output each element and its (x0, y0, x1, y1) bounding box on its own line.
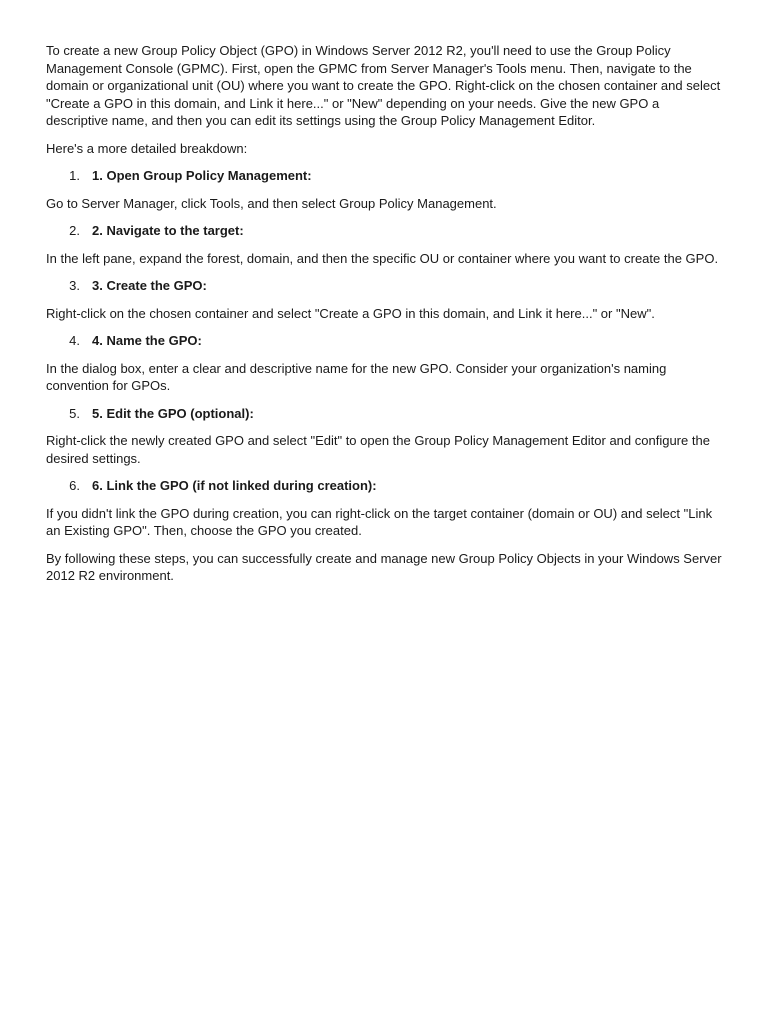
step-heading-6 (46, 477, 722, 495)
step-body-6: If you didn't link the GPO during creation, you can right-click on the target container (domain or OU) and select "Link an Existing GPO". Then, choose the GPO you created. (46, 505, 713, 538)
step-title: 6. Link the GPO (if not linked during creation): (92, 478, 377, 493)
step-heading-1 (46, 167, 722, 185)
step-heading-5 (46, 405, 722, 423)
step-title: 3. Create the GPO: (92, 278, 207, 293)
conclusion-paragraph: By following these steps, you can successfully create and manage new Group Policy Objects in your Windows Server 2012 R2 environment. (46, 550, 722, 583)
step-body-4: In the dialog box, enter a clear and descriptive name for the new GPO. Consider your organization's naming convention for GPOs. (46, 360, 667, 393)
step-heading-3 (46, 277, 722, 295)
step-title: 4. Name the GPO: (92, 333, 202, 348)
step-body-1: Go to Server Manager, click Tools, and then select Group Policy Management. (46, 195, 497, 211)
step-body-2: In the left pane, expand the forest, domain, and then the specific OU or container where you want to create the GPO. (46, 250, 719, 266)
step-heading-2 (46, 222, 722, 240)
step-title: 5. Edit the GPO (optional): (92, 405, 254, 421)
step-title: 2. Navigate to the target: (92, 223, 244, 238)
step-heading-4 (46, 332, 722, 350)
breakdown-lead: Here's a more detailed breakdown: (46, 140, 248, 156)
step-number: 5. (69, 405, 80, 421)
step-body-3: Right-click on the chosen container and select "Create a GPO in this domain, and Link it here..." or "New". (46, 305, 655, 321)
step-number: 3. (69, 278, 80, 293)
step-number: 1. (69, 168, 80, 183)
step-number: 6. (69, 478, 80, 493)
step-title: 1. Open Group Policy Management: (92, 168, 312, 183)
step-body-5: Right-click the newly created GPO and select "Edit" to open the Group Policy Management Editor and configure the desired settings. (46, 433, 710, 466)
intro-paragraph: To create a new Group Policy Object (GPO) in Windows Server 2012 R2, you'll need to use the Group Policy Management Console (GPMC). First, open the GPMC from Server Manager's Tools menu. Then, navigate to the domain or organizational unit (OU) where you want to create the GPO. Right-click on the chosen container and select "Create a GPO in this domain, and Link it here..." or "New" depending on your needs. Give the new GPO a descriptive name, and then you can edit its settings using the Group Policy Management Editor. (46, 43, 721, 128)
step-number: 2. (69, 223, 80, 238)
step-number: 4. (69, 333, 80, 348)
